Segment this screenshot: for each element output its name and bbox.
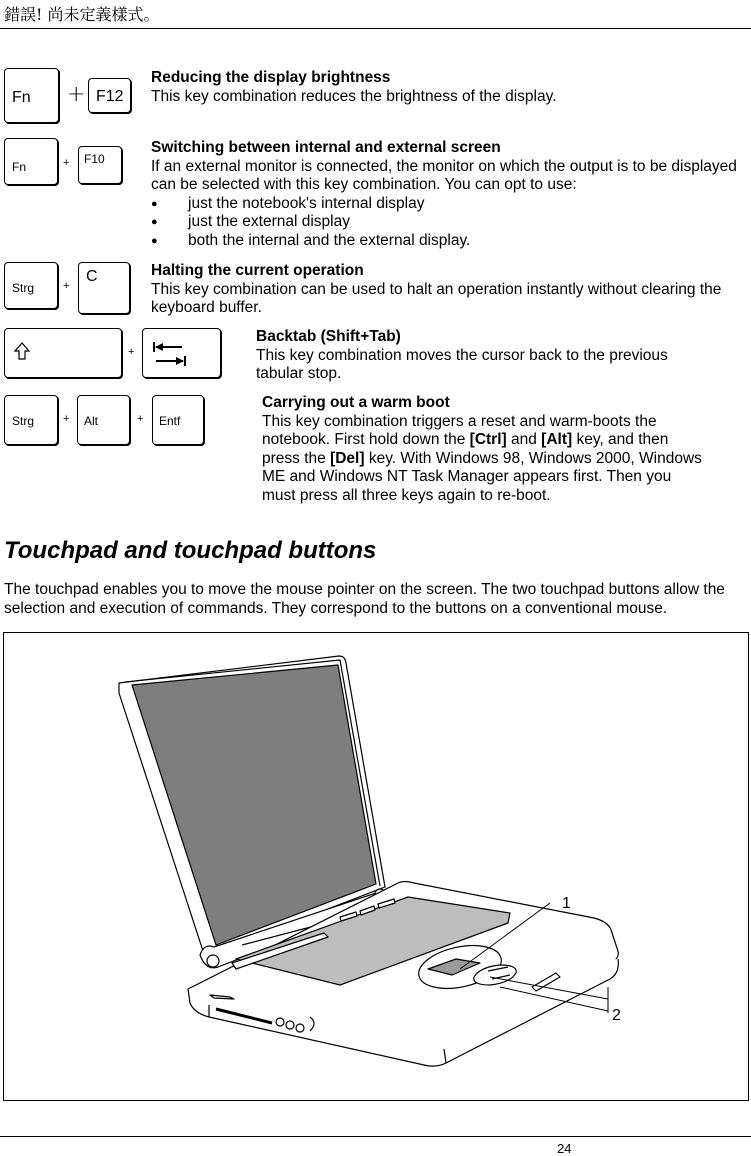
header-rule [0, 28, 751, 29]
callout-touchpad: 1 [562, 895, 571, 912]
shortcut-title: Carrying out a warm boot [262, 394, 450, 411]
callout-touchpad-buttons: 2 [612, 1007, 621, 1024]
list-item: ● just the notebook's internal display [151, 195, 746, 214]
key-strg: Strg [4, 262, 58, 309]
key-strg: Strg [4, 395, 58, 445]
plus-sign: + [137, 413, 144, 425]
list-item: ● just the external display [151, 213, 746, 232]
shortcut-entry-warm-boot [262, 394, 707, 505]
section-heading: Touchpad and touchpad buttons [4, 537, 377, 564]
shortcut-entry-halt [151, 262, 746, 318]
notebook-illustration [4, 633, 750, 1102]
plus-sign: + [63, 157, 70, 169]
page-header: 錯誤! 尚未定義樣式。 [4, 5, 160, 24]
key-f10: F10 [78, 146, 122, 184]
shortcut-description: If an external monitor is connected, the monitor on which the output is to be displayed can be selected with this key combination. You can opt to use: [151, 157, 737, 193]
shortcut-entry-brightness [151, 69, 746, 106]
shift-arrow-icon [14, 341, 30, 366]
plus-sign: + [63, 280, 70, 292]
shortcut-title: Switching between internal and external screen [151, 139, 501, 156]
shortcut-description: This key combination can be used to halt an operation instantly without clearing the keyboard buffer. [151, 280, 722, 316]
shortcut-title: Reducing the display brightness [151, 69, 391, 86]
page-number: 24 [557, 1141, 572, 1156]
key-shift [4, 328, 122, 378]
key-fn: Fn [4, 68, 59, 123]
shortcut-description: This key combination reduces the brightness of the display. [151, 87, 557, 105]
key-f12: F12 [88, 78, 131, 113]
key-alt: Alt [77, 395, 130, 445]
section-intro: The touchpad enables you to move the mouse pointer on the screen. The two touchpad buttons allow the selection and execution of commands. They correspond to the buttons on a conventional mouse. [4, 581, 725, 617]
shortcut-title: Backtab (Shift+Tab) [256, 328, 401, 345]
shortcut-description: This key combination triggers a reset and warm-boots the notebook. First hold down the [Ctrl] and [Alt] key, and then press the [Del] key. With Windows 98, Windows 2000, Windows ME and Windows NT Task Manager appears first. Then you must press all three keys again to re-boot. [262, 412, 702, 504]
tab-arrows-icon [152, 339, 188, 374]
key-entf: Entf [152, 395, 204, 445]
plus-sign: + [67, 82, 86, 107]
shortcut-entry-backtab [256, 328, 701, 384]
shortcut-title: Halting the current operation [151, 262, 364, 279]
plus-sign: + [63, 413, 70, 425]
key-fn: Fn [4, 138, 58, 185]
shortcut-entry-screen-switch [151, 139, 746, 250]
notebook-figure [3, 632, 749, 1101]
display-options-list [151, 195, 746, 251]
plus-sign: + [128, 346, 135, 358]
key-tab [142, 328, 221, 378]
list-item: ● both the internal and the external display. [151, 232, 746, 251]
footer-rule [0, 1136, 751, 1137]
key-c: C [78, 262, 130, 314]
shortcut-description: This key combination moves the cursor back to the previous tabular stop. [256, 346, 668, 382]
